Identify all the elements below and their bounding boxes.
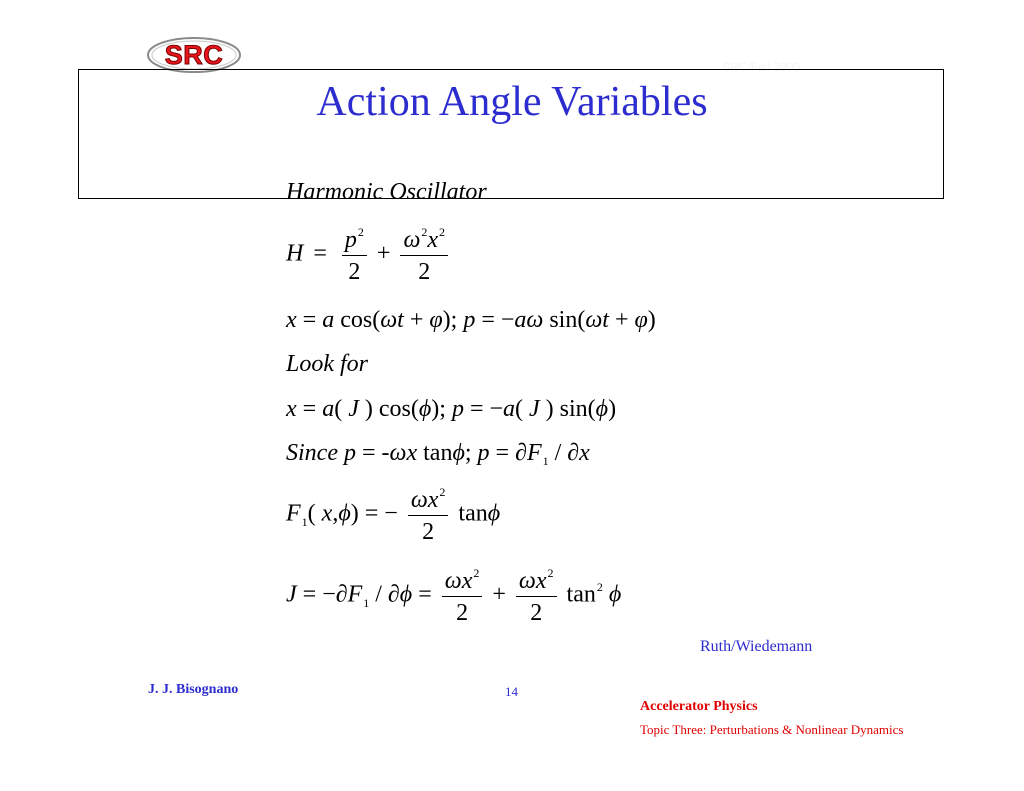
reference-citation: Ruth/Wiedemann [700, 638, 813, 655]
since-label: Since [286, 440, 338, 466]
footer-author: J. J. Bisognano [148, 682, 239, 697]
angle-variable-equation: x = a( J ) cos(ϕ); p = −a( J ) sin(ϕ) [286, 396, 617, 422]
faint-header: SRC/Fall 2000 [722, 60, 801, 74]
fraction-omegax2-over-2: $\frac{\omega x^2}{2}$ [408, 486, 449, 544]
fraction-omegax2-over-2-a: $\frac{\omega x^2}{2}$ [442, 567, 483, 625]
fraction-p2-over-2: $\frac{p^2}{2}$ [342, 226, 367, 284]
math-heading: Harmonic Oscillator [286, 179, 487, 205]
fraction-omegax2-over-2-b: $\frac{\omega x^2}{2}$ [516, 567, 557, 625]
logo-text: SRC [164, 39, 224, 70]
footer-topic: Topic Three: Perturbations & Nonlinear Dynamics [640, 722, 904, 737]
generating-function-equation: $F_1$( x,ϕ) = − $\frac{\omega x^2}{2}$ tanϕ [286, 485, 501, 545]
slide-title: Action Angle Variables [316, 79, 708, 125]
since-equation: Since p = -ωx tanϕ; $p = \partial F_1 / \partial x$ [286, 440, 590, 468]
fraction-omega2x2-over-2: $\frac{\omega^2x^2}{2}$ [400, 226, 448, 284]
look-for-label: Look for [286, 351, 369, 377]
hamiltonian-equation: H = $\frac{p^2}{2}$ + $\frac{\omega^2x^2}{2}$ [286, 226, 452, 284]
action-equation: $J = -\partial F_1 / \partial\phi$ = $\frac{\omega x^2}{2}$ + $\frac{\omega x^2}{2}$ $\tan^2 \phi$ [286, 566, 622, 626]
page-number: 14 [505, 684, 518, 699]
oscillator-solution-equation: x = a cos(ωt + φ); p = −aω sin(ωt + φ) [286, 307, 656, 333]
footer-course: Accelerator Physics [640, 699, 758, 714]
